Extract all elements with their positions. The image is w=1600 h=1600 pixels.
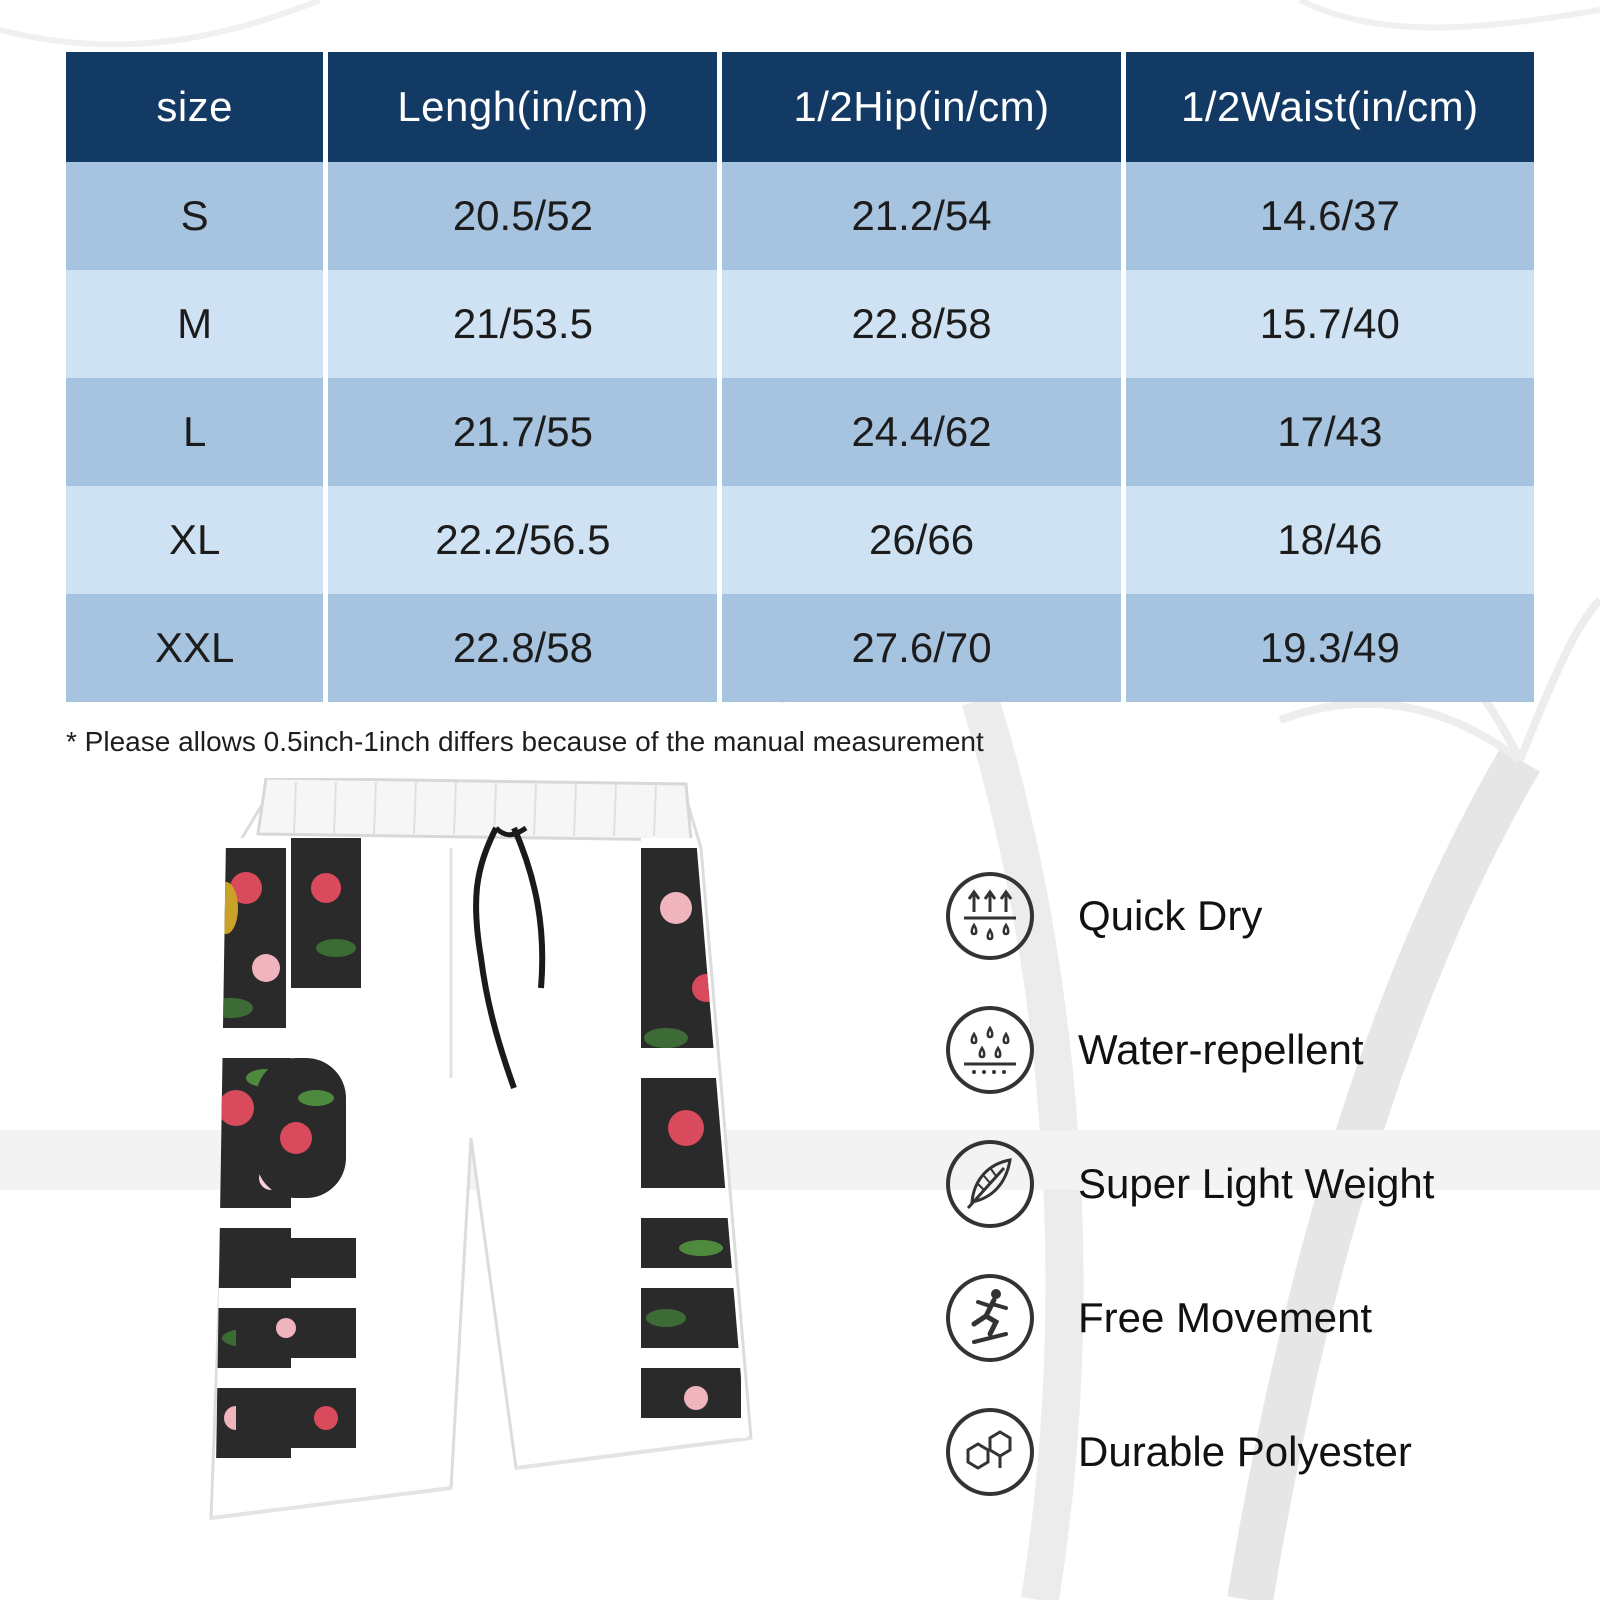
- size-chart-table: [66, 52, 1534, 702]
- table-row: [66, 594, 1534, 702]
- skater-icon: [944, 1272, 1036, 1364]
- feature-durable-polyester: [944, 1406, 1564, 1498]
- half-hip-cell: 27.6/70: [722, 594, 1125, 702]
- size-cell: M: [66, 270, 328, 378]
- length-cell: 21/53.5: [328, 270, 722, 378]
- measurement-note: * Please allows 0.5inch-1inch differs because of the manual measurement: [66, 726, 984, 757]
- feature-label: Water-repellent: [1078, 1026, 1364, 1073]
- length-cell: 21.7/55: [328, 378, 722, 486]
- board-shorts-image: [196, 778, 766, 1578]
- feature-quick-dry: [944, 870, 1564, 962]
- feature-free-movement: [944, 1272, 1564, 1364]
- size-chart-header-row: [66, 52, 1534, 162]
- half-hip-cell: 22.8/58: [722, 270, 1125, 378]
- half-waist-cell: 18/46: [1126, 486, 1534, 594]
- column-header-half-hip: 1/2Hip(in/cm): [722, 52, 1125, 162]
- size-cell: S: [66, 162, 328, 270]
- half-waist-cell: 15.7/40: [1126, 270, 1534, 378]
- size-cell: XXL: [66, 594, 328, 702]
- half-hip-cell: 26/66: [722, 486, 1125, 594]
- size-cell: XL: [66, 486, 328, 594]
- table-row: [66, 486, 1534, 594]
- half-waist-cell: 17/43: [1126, 378, 1534, 486]
- column-header-length: Lengh(in/cm): [328, 52, 722, 162]
- half-hip-cell: 24.4/62: [722, 378, 1125, 486]
- feature-label: Super Light Weight: [1078, 1160, 1435, 1207]
- half-hip-cell: 21.2/54: [722, 162, 1125, 270]
- half-waist-cell: 19.3/49: [1126, 594, 1534, 702]
- table-row: [66, 378, 1534, 486]
- column-header-half-waist: 1/2Waist(in/cm): [1126, 52, 1534, 162]
- feature-super-light-weight: [944, 1138, 1564, 1230]
- table-row: [66, 270, 1534, 378]
- feather-icon: [944, 1138, 1036, 1230]
- table-row: [66, 162, 1534, 270]
- polyester-molecule-icon: [944, 1406, 1036, 1498]
- length-cell: 20.5/52: [328, 162, 722, 270]
- size-cell: L: [66, 378, 328, 486]
- feature-label: Quick Dry: [1078, 892, 1263, 939]
- feature-water-repellent: [944, 1004, 1564, 1096]
- water-repellent-icon: [944, 1004, 1036, 1096]
- quick-dry-icon: [944, 870, 1036, 962]
- feature-label: Durable Polyester: [1078, 1428, 1412, 1475]
- length-cell: 22.8/58: [328, 594, 722, 702]
- column-header-size: size: [66, 52, 328, 162]
- length-cell: 22.2/56.5: [328, 486, 722, 594]
- feature-label: Free Movement: [1078, 1294, 1373, 1341]
- half-waist-cell: 14.6/37: [1126, 162, 1534, 270]
